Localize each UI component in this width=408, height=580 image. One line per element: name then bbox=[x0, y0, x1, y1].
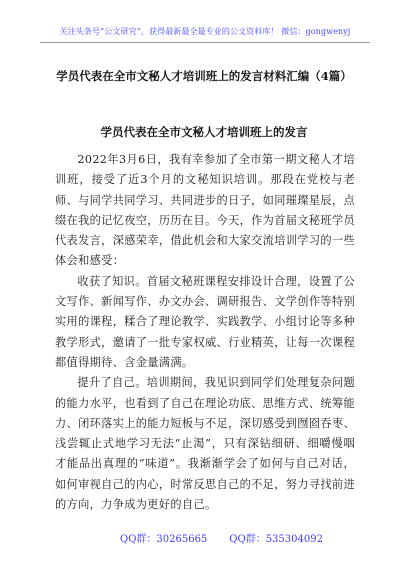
header-divider bbox=[40, 42, 370, 43]
footer-qq-group-2: QQ群：535304092 bbox=[229, 534, 323, 545]
document-body bbox=[55, 150, 355, 515]
body-paragraph: 2022年3月6日，我有幸参加了全市第一期文秘人才培训班，接受了近3个月的文秘知识培训。那段在党校与老师、与同学共同学习、共同进步的日子，如同璀璨星辰，点缀在我的记忆夜空，历历在目。今天，作为首届文秘班学员代表发言，深感荣幸，借此机会和大家交流培训学习的一些体会和感受： bbox=[55, 153, 355, 268]
section-title: 学员代表在全市文秘人才培训班上的发言 bbox=[100, 125, 308, 139]
footer-qq-group-1: QQ群：30265665 bbox=[120, 534, 208, 545]
body-paragraph: 提升了自己。培训期间，我见识到同学们处理复杂问题的能力水平，也看到了自己在理论功底、思维方式、统筹能力、闭环落实上的能力短板与不足，深切感受到囫囵吞枣、浅尝辄止式地学习无法“止渴”，只有深钻细研、细嚼慢咽才能品出真理的“味道”。我渐渐学会了如何与自己对话，如何审视自己的内心，时常反思自己的不足，努力寻找前进的方向，力争成为更好的自己。 bbox=[55, 376, 355, 512]
header-note: 关注头条号“公文研究”，获得最新最全最专业的公文资料库！ 微信：gongwenyj bbox=[59, 27, 351, 36]
body-paragraph: 收获了知识。首届文秘班课程安排设计合理，设置了公文写作、新闻写作、办文办会、调研报告、文学创作等特别实用的课程，糅合了理论教学、实践教学、小组讨论等多种教学形式，邀请了一批专家权威、行业精英，让每一次课程都值得期待、含金量满满。 bbox=[55, 274, 355, 369]
footer-contact bbox=[120, 533, 323, 547]
document-title: 学员代表在全市文秘人才培训班上的发言材料汇编（4篇） bbox=[56, 69, 352, 83]
